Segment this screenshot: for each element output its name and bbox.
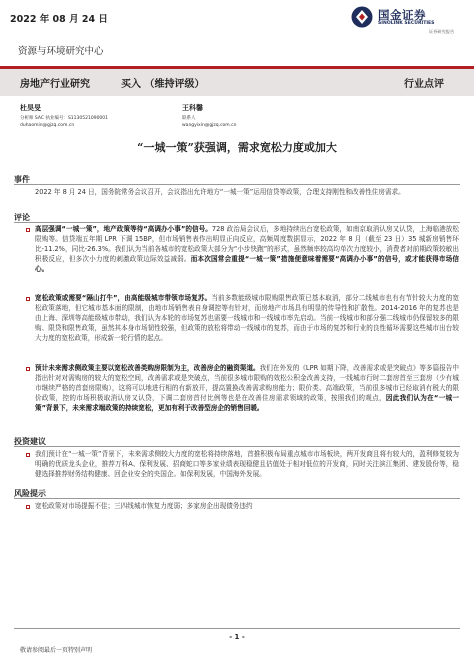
report-title: “一城一策”获强调，需求宽松力度或加大 [137,141,337,154]
rating-label: 买入 （维持评级） [121,79,205,90]
bullet-marker [26,228,30,232]
event-paragraph: 2022 年 8 月 24 日，国务院常务会议召开，会议指出允许地方“一城一策”运用信贷等政策，合理支持刚性和改善性住房需求。 [35,188,405,196]
company-logo [351,4,467,34]
comment-paragraph-2 [35,293,459,343]
analyst-email[interactable]: duhaomin@gjzq.com.cn [20,123,75,128]
comment-3-lead: 预计未来需求侧政策主要以宽松改善类购房限制为主，改善房企的融资渠道。 [35,364,260,372]
invest-paragraph: 我们预计在“一城一策”背景下，未来需求侧较大力度的宽松将持续落地，首推积极布局重点城市市场板块，两开发商且将有较大的，盈利修复较为明确的优质龙头企业，推荐万科A、保利发展、招商蛇口等多家业绩表现稳健且估值处于相对低位的开发商，同时关注滨江集团、建发股份等，稳健选择推荐财务结构健康、回企业安全的央国企。如保利发展，中国海外发展。 [35,450,459,478]
logo-chinese-name: 国金证券 [378,8,426,22]
section-event-title: 事件 [14,175,30,184]
section-divider [14,446,460,447]
comment-3-conclusion: 因此我们认为在“一城一策”背景下，未来需求端政策的持续宽松，更加有利于改善型房企的销售回暖。 [35,394,459,412]
sinolink-logo-icon [351,6,373,28]
section-divider [14,498,460,499]
bullet-marker [26,505,30,509]
comment-3-body: 我们在外发的《LPR 如期下降，改善需求或是突破点》等多篇报告中指出针对对需购房的较大的宽松空间，改善需求或是突破点，当前很多城市限购的效松公积金改善支持，一线城市行时二套房首至三套房（少有城市继续严格的首套房限购），这将可以地进行相的有新放开，提高置换改善需求购房能力；限价类、高端政策，当前很多城市已经取消有税大的限价政策，控的市场积极取消认房又认贷，下调二套房首付比例等也是在改善住房需求领域的政策，按照我们的观点， [35,364,460,402]
analyst-license: 分析师 SAC 执业编号：S1130521090001 [20,116,109,121]
footer-divider [14,628,460,629]
comment-1-body: 728 政治局会议后，多地持续出台宽松政策，如南京取消认房又认贷，上海临港放松限购等。信贷端五年期 LPR 下调 15BP，但市场销售表作出明显正向反应，高频周度数据显示，2022 年 8 月（截至 23 日）35 城新房销售环比-11.2%，同比-26.3%。我们认为当前各城市的宽松政策大部分为“小步快跑”的形式，虽然频率较高均单次力度较小，消费者对前期政策较敏出积极反应，但多次小力度的刺激政策边际效益减弱。 [35,225,459,263]
section-comment-title: 评论 [14,213,30,222]
department-name: 资源与环境研究中心 [18,46,104,57]
disclaimer-note: 敬请参阅最后一页特别声明 [20,647,93,654]
contact-block [182,103,236,128]
bullet-marker [26,367,30,371]
analyst-name: 杜昊旻 [20,104,41,112]
logo-subtitle: 证券研究报告 [429,29,455,34]
comment-2-body: 当前多数能级城市限购限售政策已基本取消，部分二线城市也有有节针较大力度的宽松政策落地，但它城市基本面的限制，由地市场销售表自身调控等有针对，而房地产市场具有明显的传导性和扩散性。2014-2016 年的复苏也是由上海、深圳等高能级城市带动，我们认为本轮的市场复苏也需要一线城市和一线城市率先启动。当前一线城市和部分强二线城市仍保留较多的限购、限贷和限售政策，虽然其本身市场韧性较强，但政策的放松将带动一线城市的复苏，而由于市场的复苏和行业的良性循环需要这些城市出台较大力度的宽松政策，形成新一轮行情的起点。 [35,294,460,342]
risk-paragraph: 宽松政策对市场提振不佳；三四线城市恢复力度弱；多家房企出现债务违约 [35,502,253,510]
accent-bar [0,66,474,69]
bullet-marker [26,453,30,457]
report-type-label: 行业点评 [404,79,444,90]
section-risk-title: 风险提示 [14,489,46,498]
section-divider [14,222,460,223]
section-divider [14,184,460,185]
logo-english-name: SINOLINK SECURITIES [378,21,435,26]
section-invest-title: 投资建议 [14,437,46,446]
report-date: 2022 年 08 月 24 日 [10,14,108,25]
comment-paragraph-3 [35,363,459,413]
comment-2-lead: 宽松政策或需要“隔山打牛”，由高能级城市带领市场复苏。 [35,294,212,302]
comment-paragraph-1 [35,224,459,274]
contact-role: 联系人 [182,116,196,121]
contact-email[interactable]: wangyixin@gjzq.com.cn [182,123,237,128]
industry-label: 房地产行业研究 [20,79,90,90]
contact-name: 王科馨 [182,104,203,112]
comment-1-conclusion: 而本次国常会重提“一城一策”措施便意味着需要“高调办小事”的信号，或才能获得市场信心。 [35,255,459,273]
bullet-marker [26,297,30,301]
comment-1-lead: 高层强调“一城一策”，地产政策等待“高调办小事”的信号。 [35,225,212,233]
page-number: - 1 - [229,633,245,641]
analyst-block [20,103,108,128]
